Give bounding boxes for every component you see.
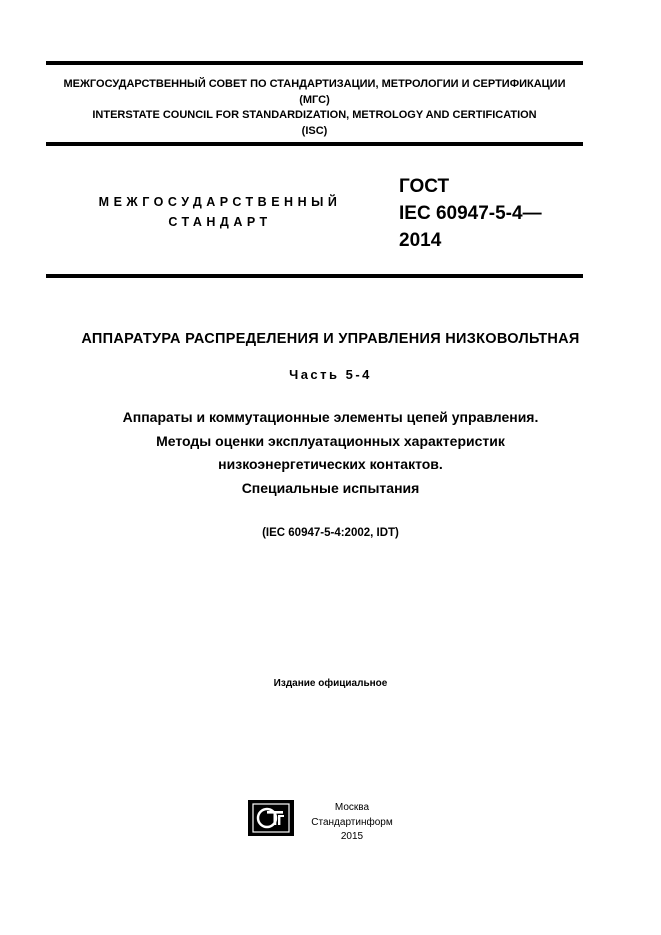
council-abbr-en: (ISC) (301, 124, 328, 137)
gost-label: ГОСТ (399, 176, 450, 197)
publisher-name: Стандартинформ (311, 816, 393, 828)
iec-reference: (IEC 60947-5-4:2002, IDT) (262, 527, 399, 539)
gost-number: IEC 60947-5-4— (399, 203, 542, 224)
subtitle-line: Специальные испытания (241, 479, 420, 496)
council-name-ru: МЕЖГОСУДАРСТВЕННЫЙ СОВЕТ ПО СТАНДАРТИЗАЦИИ, МЕТРОЛОГИИ И СЕРТИФИКАЦИИ (63, 78, 566, 90)
standard-type-line1: МЕЖГОСУДАРСТВЕННЫЙ (98, 195, 342, 209)
designation-rule (46, 274, 583, 278)
gost-year: 2014 (399, 230, 442, 251)
document-subtitle (0, 406, 661, 500)
publisher-city: Москва (334, 802, 370, 813)
edition-label: Издание официальное (273, 678, 388, 689)
document-part: Часть 5-4 (289, 367, 372, 382)
standard-type (80, 192, 360, 232)
subtitle-line: Аппараты и коммутационные элементы цепей управления. (122, 409, 539, 425)
council-abbr-ru: (МГС) (299, 93, 330, 106)
council-header (46, 77, 583, 139)
publisher-block (300, 801, 404, 845)
publisher-year: 2015 (340, 831, 364, 842)
standartinform-logo-icon (248, 800, 294, 836)
standard-type-line2: СТАНДАРТ (168, 215, 272, 229)
subtitle-line: низкоэнергетических контактов. (218, 456, 443, 472)
standard-designation (399, 173, 542, 254)
subtitle-line: Методы оценки эксплуатационных характеристик (156, 432, 505, 449)
top-rule (46, 61, 583, 65)
council-name-en: INTERSTATE COUNCIL FOR STANDARDIZATION, METROLOGY AND CERTIFICATION (92, 109, 537, 121)
document-title: АППАРАТУРА РАСПРЕДЕЛЕНИЯ И УПРАВЛЕНИЯ НИЗКОВОЛЬТНАЯ (81, 331, 580, 347)
header-rule (46, 142, 583, 146)
